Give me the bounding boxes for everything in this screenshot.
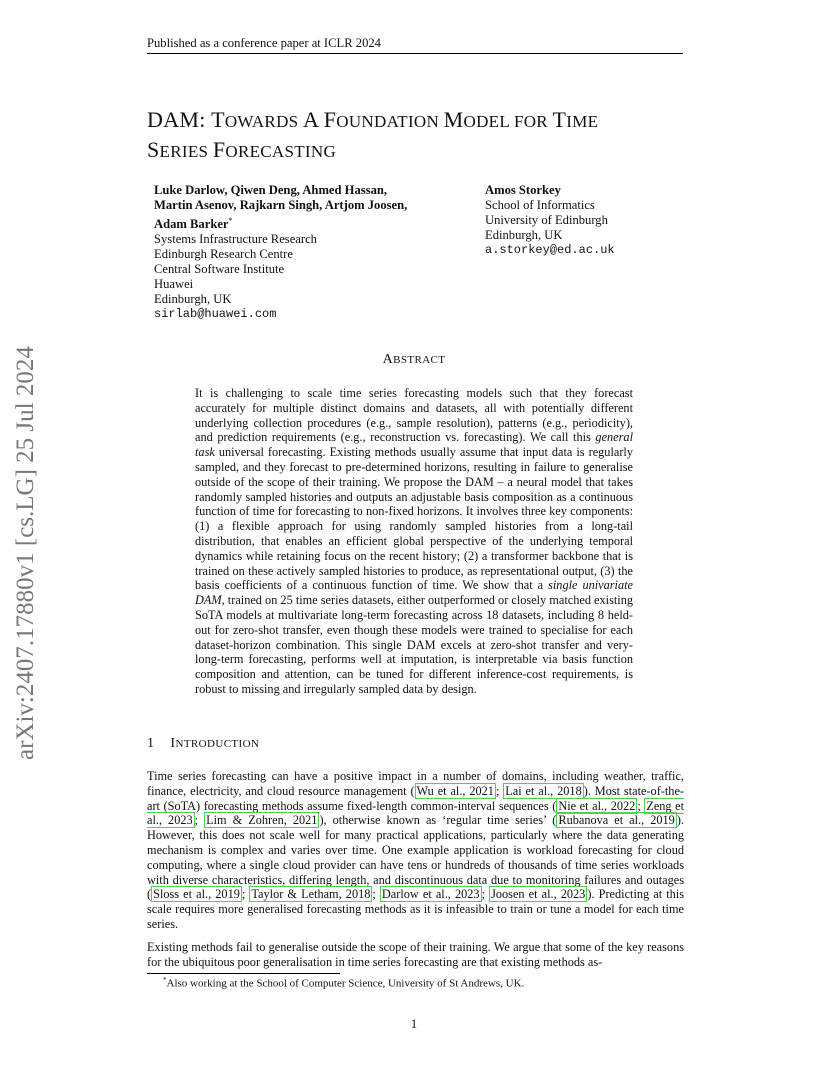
affiliation-line: Central Software Institute xyxy=(154,262,285,277)
arxiv-stamp: arXiv:2407.17880v1 [cs.LG] 25 Jul 2024 xyxy=(12,346,39,760)
affiliation-line: School of Informatics xyxy=(485,198,595,212)
author-block-left xyxy=(154,183,454,322)
affiliation-line: Systems Infrastructure Research xyxy=(154,232,317,247)
author-names-line-2: Martin Asenov, Rajkarn Singh, Artjom Joosen, xyxy=(154,198,408,212)
citation-link[interactable]: Lai et al., 2018 xyxy=(505,783,582,798)
citation-link[interactable]: Zeng et al., 2023 xyxy=(147,798,685,828)
title-line-2: SERIES FORECASTING xyxy=(147,137,337,162)
footnote: *Also working at the School of Computer Science, University of St Andrews, UK. xyxy=(163,976,525,990)
running-header: Published as a conference paper at ICLR 2024 xyxy=(147,36,381,50)
title-line-1: DAM: TOWARDS A FOUNDATION MODEL FOR TIME xyxy=(147,107,599,132)
citation-link[interactable]: Darlow et al., 2023 xyxy=(381,887,480,902)
citation-link[interactable]: Wu et al., 2021 xyxy=(416,783,494,798)
citation-link[interactable]: Sloss et al., 2019 xyxy=(153,887,240,902)
section-heading-introduction: 1 INTRODUCTION xyxy=(147,736,260,751)
citation-link[interactable]: Joosen et al., 2023 xyxy=(491,887,586,902)
intro-paragraph-2: Existing methods fail to generalise outside the scope of their training. We argue that some of the key reasons for the ubiquitous poor generalisation in time series forecasting are that existing methods as- xyxy=(147,940,684,969)
abstract-body: It is challenging to scale time series forecasting models such that they forecast accurately for multiple distinct domains and datasets, all with potentially different underlying collection procedures (e.g., sample resolution), patterns (e.g., periodicity), and prediction requirements (e.g., reconstruction vs. forecasting). We call this general task universal forecasting. Existing methods usually assume that input data is regularly sampled, and they forecast to pre-determined horizons, resulting in failure to generalise outside of the scope of their training. We propose the DAM – a neural model that takes randomly sampled histories and outputs an adjustable basis composition as a continuous function of time for forecasting to non-fixed horizons. It involves three key components: (1) a flexible approach for using randomly sampled histories from a long-tail distribution, that enables an efficient global perspective of the underlying temporal dynamics while retaining focus on the recent history; (2) a transformer backbone that is trained on these actively sampled histories to produce, as representational output, (3) the basis coefficients of a continuous function of time. We show that a single univariate DAM, trained on 25 time series datasets, either outperformed or closely matched existing SoTA models at multivariate long-term forecasting across 18 datasets, including 8 held-out for zero-shot transfer, even though these models were trained to specialise for each dataset-horizon combination. This single DAM excels at zero-shot transfer and very-long-term forecasting, performs well at imputation, is interpretable via basis function composition and attention, can be tuned for different inference-cost requirements, is robust to missing and irregularly sampled data by design. xyxy=(195,386,633,696)
page-number: 1 xyxy=(410,1017,418,1031)
citation-link[interactable]: Rubanova et al., 2019 xyxy=(558,813,675,828)
citation-link[interactable]: Lim & Zohren, 2021 xyxy=(206,813,318,828)
abstract-heading: ABSTRACT xyxy=(382,352,446,367)
citation-link[interactable]: Nie et al., 2022 xyxy=(558,798,636,813)
affiliation-line: Edinburgh, UK xyxy=(154,292,232,307)
author-email-right[interactable]: a.storkey@ed.ac.uk xyxy=(485,243,615,257)
author-block-right xyxy=(485,183,685,258)
affiliation-line: Edinburgh, UK xyxy=(485,228,563,242)
affiliation-line: University of Edinburgh xyxy=(485,213,608,227)
author-names-line-3: Adam Barker* xyxy=(154,216,233,232)
author-email-left[interactable]: sirlab@huawei.com xyxy=(154,307,277,322)
intro-paragraph-1: Time series forecasting can have a positive impact in a number of domains, including weather, traffic, finance, electricity, and cloud resource management ( Wu et al., 2021 ; Lai et al., 2018 ). Most state-of-the-art (SoTA) forecasting methods assume fixed-length common-interval sequences ( Nie et al., 2022 ; Zeng et al., 2023 ; Lim & Zohren, 2021 ), otherwise known as ‘regular time series’ ( Rubanova et al., 2019 ). However, this does not scale well for many practical applications, particularly where the data generating mechanism is complex and varies over time. One example application is workload forecasting for cloud computing, where a single cloud provider can have tens or hundreds of thousands of time series workloads with diverse characteristics, differing length, and discontinuous data due to monitoring failures and outages ( Sloss et al., 2019 ; Taylor & Letham, 2018 ; Darlow et al., 2023 ; Joosen et al., 2023 ). Predicting at this scale requires more generalised forecasting methods as it is infeasible to train or tune a model for each time series. xyxy=(147,769,685,931)
paper-title xyxy=(147,106,707,166)
author-name-right: Amos Storkey xyxy=(485,183,561,197)
citation-link[interactable]: Taylor & Letham, 2018 xyxy=(251,887,371,902)
footnote-rule xyxy=(147,973,340,974)
affiliation-line: Huawei xyxy=(154,277,194,292)
header-rule xyxy=(147,53,683,54)
affiliation-line: Edinburgh Research Centre xyxy=(154,247,293,262)
author-names-line-1: Luke Darlow, Qiwen Deng, Ahmed Hassan, xyxy=(154,183,388,197)
